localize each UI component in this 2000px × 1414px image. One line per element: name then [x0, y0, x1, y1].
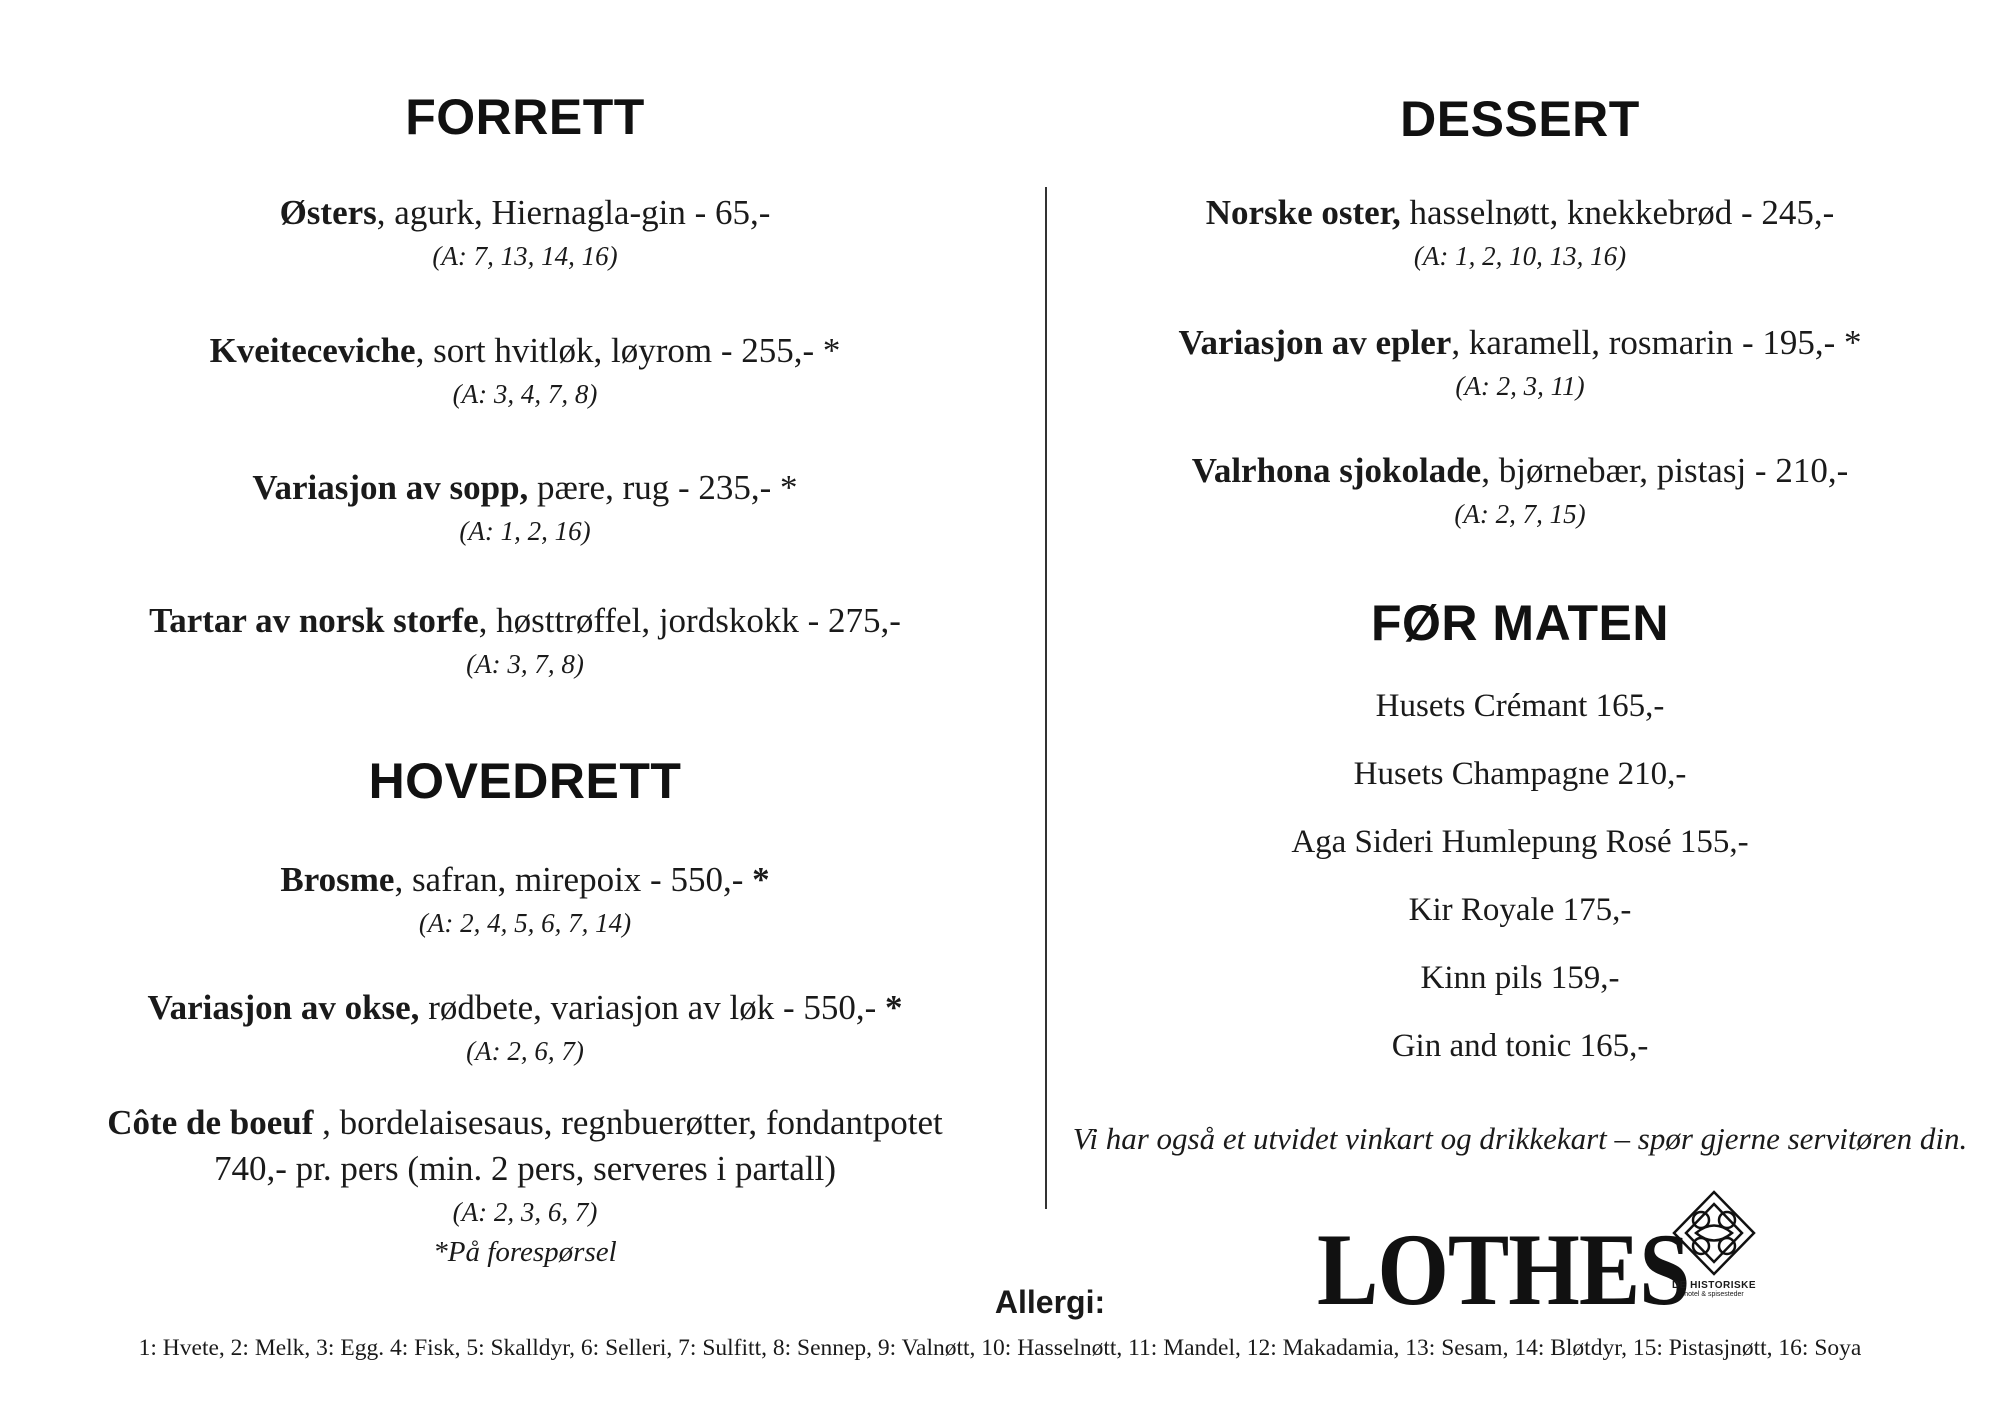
dish-allergens: (A: 7, 13, 14, 16) — [432, 241, 618, 271]
dish-allergens: (A: 2, 3, 11) — [1455, 371, 1585, 401]
forrett-heading: FORRETT — [405, 89, 645, 145]
hovedrett-heading: HOVEDRETT — [368, 753, 682, 809]
allergi-title: Allergi: — [994, 1284, 1106, 1320]
dish-name: Variasjon av sopp, — [252, 468, 529, 507]
hovedrett-item — [60, 1100, 990, 1272]
dish-desc: , karamell, rosmarin - 195,- * — [1451, 323, 1862, 362]
dish-desc: pære, rug - 235,- * — [528, 468, 798, 507]
column-divider — [1045, 187, 1047, 1209]
hovedrett-item — [60, 985, 990, 1071]
request-mark: * — [885, 988, 903, 1027]
dish-desc: , sort hvitløk, løyrom - 255,- * — [415, 331, 841, 370]
dish-name: Variasjon av epler — [1178, 323, 1452, 362]
dish-desc: , bordelaisesaus, regnbuerøtter, fondantpotet — [313, 1103, 943, 1142]
drink-item: Husets Crémant 165,- — [1375, 688, 1665, 724]
wine-note: Vi har også et utvidet vinkart og drikkekart – spør gjerne servitøren din. — [1072, 1121, 1968, 1156]
dish-name: Norske oster, — [1205, 193, 1401, 232]
request-note: *På forespørsel — [433, 1236, 617, 1268]
hovedrett-item — [60, 857, 990, 943]
dish-allergens: (A: 2, 3, 6, 7) — [452, 1197, 598, 1227]
dish-name: Brosme — [280, 860, 395, 899]
dish-name: Østers — [279, 193, 377, 232]
dish-desc: rødbete, variasjon av løk - 550,- — [419, 988, 885, 1027]
dish-name: Variasjon av okse, — [147, 988, 420, 1027]
dish-name: Valrhona sjokolade — [1191, 451, 1482, 490]
dish-allergens: (A: 3, 7, 8) — [466, 649, 584, 679]
emblem-title: DE HISTORISKE — [1671, 1280, 1757, 1291]
forrett-item — [60, 328, 990, 414]
dish-name: Côte de boeuf — [107, 1103, 314, 1142]
drink-item: Gin and tonic 165,- — [1391, 1028, 1649, 1064]
dessert-item — [1070, 190, 1970, 276]
dish-desc: , høsttrøffel, jordskokk - 275,- — [478, 601, 901, 640]
dish-allergens: (A: 1, 2, 10, 13, 16) — [1413, 241, 1627, 271]
drinks-list — [1070, 684, 1970, 1092]
dish-desc: , agurk, Hiernagla-gin - 65,- — [376, 193, 771, 232]
drink-item: Aga Sideri Humlepung Rosé 155,- — [1291, 824, 1749, 860]
dessert-item — [1070, 320, 1970, 406]
request-mark: * — [752, 860, 770, 899]
dish-allergens: (A: 1, 2, 16) — [459, 516, 591, 546]
forrett-item — [60, 190, 990, 276]
drink-item: Kinn pils 159,- — [1420, 960, 1620, 996]
for-maten-heading: FØR MATEN — [1371, 595, 1669, 651]
dish-desc: hasselnøtt, knekkebrød - 245,- — [1400, 193, 1835, 232]
dessert-heading: DESSERT — [1400, 91, 1640, 147]
forrett-item — [60, 465, 990, 551]
dish-name: Kveiteceviche — [209, 331, 416, 370]
dish-desc: , safran, mirepoix - 550,- — [394, 860, 753, 899]
de-historiske-emblem — [1662, 1188, 1766, 1306]
emblem-subtitle: hotel & spisesteder — [1684, 1291, 1744, 1298]
dish-allergens: (A: 3, 4, 7, 8) — [452, 379, 598, 409]
dish-price-line: 740,- pr. pers (min. 2 pers, serveres i partall) — [213, 1149, 837, 1188]
dish-desc: , bjørnebær, pistasj - 210,- — [1481, 451, 1849, 490]
allergi-list: 1: Hvete, 2: Melk, 3: Egg. 4: Fisk, 5: Skalldyr, 6: Selleri, 7: Sulfitt, 8: Sennep, 9: Valnøtt, 10: Hasselnøtt, 11: Mandel, 12: Makadamia, 13: Sesam, 14: Bløtdyr, 15: Pistasjnøtt, 16: Soya — [138, 1335, 1862, 1361]
dish-allergens: (A: 2, 7, 15) — [1454, 499, 1586, 529]
ornament-icon — [1668, 1188, 1760, 1278]
forrett-item — [60, 598, 990, 684]
dessert-item — [1070, 448, 1970, 534]
drink-item: Kir Royale 175,- — [1408, 892, 1632, 928]
dish-allergens: (A: 2, 4, 5, 6, 7, 14) — [418, 908, 632, 938]
drink-item: Husets Champagne 210,- — [1353, 756, 1687, 792]
dish-allergens: (A: 2, 6, 7) — [466, 1036, 584, 1066]
lothes-logo: LOTHES — [1317, 1212, 1690, 1327]
dish-name: Tartar av norsk storfe — [149, 601, 479, 640]
